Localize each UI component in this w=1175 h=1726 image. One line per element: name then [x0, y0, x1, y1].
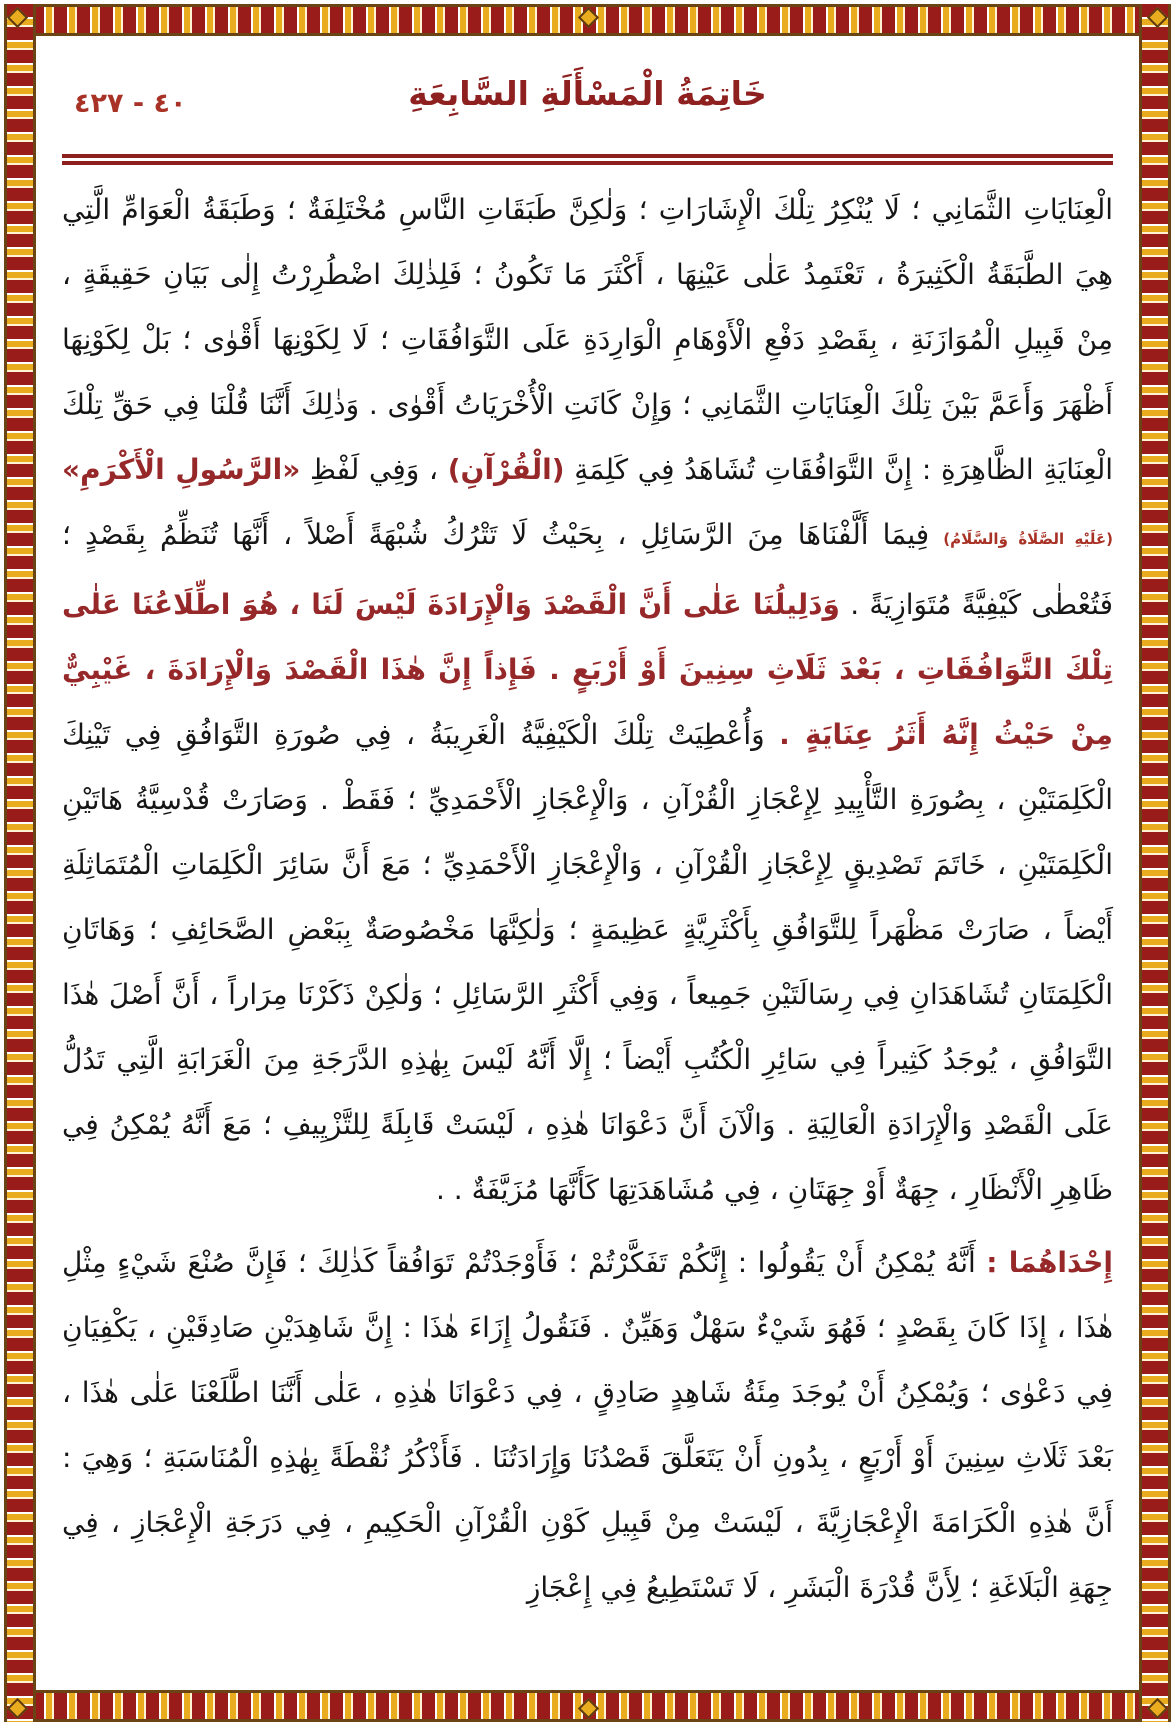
text-segment: الْعِنَايَاتِ الثَّمَانِي ؛ لَا يُنْكِرُ تِلْكَ الْإِشَارَاتِ ؛ وَلٰكِنَّ طَبَقَاتِ النَّاسِ مُخْتَلِفَةٌ ؛ وَطَبَقَةُ الْعَوَامِّ الَّتِي هِيَ الطَّبَقَةُ الْكَثِيرَةُ ، تَعْتَمِدُ عَلٰى عَيْنِهَا ، أَكْثَرَ مَا تَكُونُ ؛ فَلِذٰلِكَ اضْطُرِرْتُ إِلٰى بَيَانِ حَقِيقَةٍ ، مِنْ قَبِيلِ الْمُوَازَنَةِ ، بِقَصْدِ دَفْعِ الْأَوْهَامِ الْوَارِدَةِ عَلَى التَّوَافُقَاتِ ؛ لَا لِكَوْنِهَا أَقْوٰى ؛ بَلْ لِكَوْنِهَا أَظْهَرَ وَأَعَمَّ بَيْنَ تِلْكَ الْعِنَايَاتِ الثَّمَانِي ؛ وَإِنْ كَانَتِ الْأُخْرَيَاتُ أَقْوٰى . وَذٰلِكَ أَنَّنَا قُلْنَا فِي حَقِّ تِلْكَ الْعِنَايَةِ الظَّاهِرَةِ : إِنَّ التَّوَافُقَاتِ تُشَاهَدُ فِي كَلِمَةِ	[62, 193, 1114, 486]
page-title: خَاتِمَةُ الْمَسْأَلَةِ السَّابِعَةِ	[408, 74, 767, 113]
paragraph-lead-word: إِحْدَاهُمَا :	[986, 1246, 1113, 1279]
text-segment: فِيمَا أَلَّفْنَاهَا مِنَ الرَّسَائِلِ ، بِحَيْثُ لَا تَتْرُكُ شُبْهَةً أَصْلاً ، أَنَّهَا تُنَظِّمُ بِقَصْدٍ ؛ فَتُعْطٰى كَيْفِيَّةً مُتَوَازِيَةً .	[62, 518, 1114, 621]
salawat-seal: (عَلَيْهِ الصَّلَاةُ وَالسَّلَامُ)	[943, 530, 1113, 548]
emphasis-red-passage: وَدَلِيلُنَا عَلٰى أَنَّ الْقَصْدَ وَالْإِرَادَةَ لَيْسَ لَنَا ، هُوَ اطِّلَاعُنَا عَلٰى تِلْكَ التَّوَافُقَاتِ ، بَعْدَ ثَلَاثِ سِنِينَ أَوْ أَرْبَعٍ . فَإِذاً إِنَّ هٰذَا الْقَصْدَ وَالْإِرَادَةَ ، غَيْبِيٌّ مِنْ حَيْثُ إِنَّهُ أَثَرُ عِنَايَةٍ .	[62, 588, 1113, 751]
text-segment: وَأُعْطِيَتْ تِلْكَ الْكَيْفِيَّةُ الْغَرِيبَةُ ، فِي صُورَةِ التَّوَافُقِ فِي تَيْنِكَ الْكَلِمَتَيْنِ ، بِصُورَةِ التَّأْيِيدِ لِإِعْجَازِ الْقُرْآنِ ، وَالْإِعْجَازِ الْأَحْمَدِيِّ ؛ فَقَطْ . وَصَارَتْ قُدْسِيَّةُ هَاتَيْنِ الْكَلِمَتَيْنِ ، خَاتَمَ تَصْدِيقٍ لِإِعْجَازِ الْقُرْآنِ ، وَالْإِعْجَازِ الْأَحْمَدِيِّ ؛ مَعَ أَنَّ سَائِرَ الْكَلِمَاتِ الْمُتَمَاثِلَةِ أَيْضاً ، صَارَتْ مَظْهَراً لِلتَّوَافُقِ بِأَكْثَرِيَّةٍ عَظِيمَةٍ ؛ وَلٰكِنَّهَا مَخْصُوصَةٌ بِبَعْضِ الصَّحَائِفِ ؛ وَهَاتَانِ الْكَلِمَتَانِ تُشَاهَدَانِ فِي رِسَالَتَيْنِ جَمِيعاً ، وَفِي أَكْثَرِ الرَّسَائِلِ ؛ وَلٰكِنْ ذَكَرْنَا مِرَاراً ، أَنَّ أَصْلَ هٰذَا التَّوَافُقِ ، يُوجَدُ كَثِيراً فِي سَائِرِ الْكُتُبِ أَيْضاً ؛ إِلَّا أَنَّهُ لَيْسَ بِهٰذِهِ الدَّرَجَةِ مِنَ الْغَرَابَةِ الَّتِي تَدُلُّ عَلَى الْقَصْدِ وَالْإِرَادَةِ الْعَالِيَةِ . وَالْآنَ أَنَّ دَعْوَانَا هٰذِهِ ، لَيْسَتْ قَابِلَةً لِلتَّزْيِيفِ ؛ مَعَ أَنَّهُ يُمْكِنُ فِي ظَاهِرِ الْأَنْظَارِ ، جِهَةٌ أَوْ جِهَتَانِ ، فِي مُشَاهَدَتِهَا كَأَنَّهَا مُزَيَّفَةٌ . .	[62, 718, 1113, 1206]
text-segment: أَنَّهُ يُمْكِنُ أَنْ يَقُولُوا : إِنَّكُمْ تَفَكَّرْتُمْ ؛ فَأَوْجَدْتُمْ تَوَافُقاً كَذٰلِكَ ؛ فَإِنَّ صُنْعَ شَيْءٍ مِثْلِ هٰذَا ، إِذَا كَانَ بِقَصْدٍ ؛ فَهُوَ شَيْءٌ سَهْلٌ وَهَيِّنٌ . فَنَقُولُ إِزَاءَ هٰذَا : إِنَّ شَاهِدَيْنِ صَادِقَيْنِ ، يَكْفِيَانِ فِي دَعْوٰى ؛ وَيُمْكِنُ أَنْ يُوجَدَ مِئَةُ شَاهِدٍ صَادِقٍ ، فِي دَعْوَانَا هٰذِهِ ، عَلٰى أَنَّنَا اطَّلَعْنَا عَلٰى هٰذَا ، بَعْدَ ثَلَاثِ سِنِينَ أَوْ أَرْبَعٍ ، بِدُونِ أَنْ يَتَعَلَّقَ قَصْدُنَا وَإِرَادَتُنَا . فَأَذْكُرُ نُقْطَةً بِهٰذِهِ الْمُنَاسَبَةِ ؛ وَهِيَ : أَنَّ هٰذِهِ الْكَرَامَةَ الْإِعْجَازِيَّةَ ، لَيْسَتْ مِنْ قَبِيلِ كَوْنِ الْقُرْآنِ الْحَكِيمِ ، فِي دَرَجَةِ الْإِعْجَازِ ، فِي جِهَةِ الْبَلَاغَةِ ؛ لِأَنَّ قُدْرَةَ الْبَشَرِ ، لَا تَسْتَطِيعُ فِي إِعْجَازِ	[62, 1246, 1113, 1604]
page-content	[62, 66, 1113, 1684]
text-segment: ، وَفِي لَفْظِ	[310, 453, 439, 486]
paragraph-2	[62, 1230, 1113, 1620]
border-band-left	[4, 4, 36, 1722]
page-number: ٤٠ - ٤٢٧	[74, 88, 187, 119]
quran-word-highlight: (الْقُرْآنِ)	[447, 453, 565, 486]
header-divider	[62, 154, 1113, 165]
body-text	[62, 177, 1113, 1620]
paragraph-1	[62, 177, 1113, 1222]
border-band-right	[1139, 4, 1171, 1722]
rasul-akram-highlight: «الرَّسُولِ الْأَكْرَمِ»	[62, 453, 301, 486]
page-header	[62, 66, 1113, 148]
